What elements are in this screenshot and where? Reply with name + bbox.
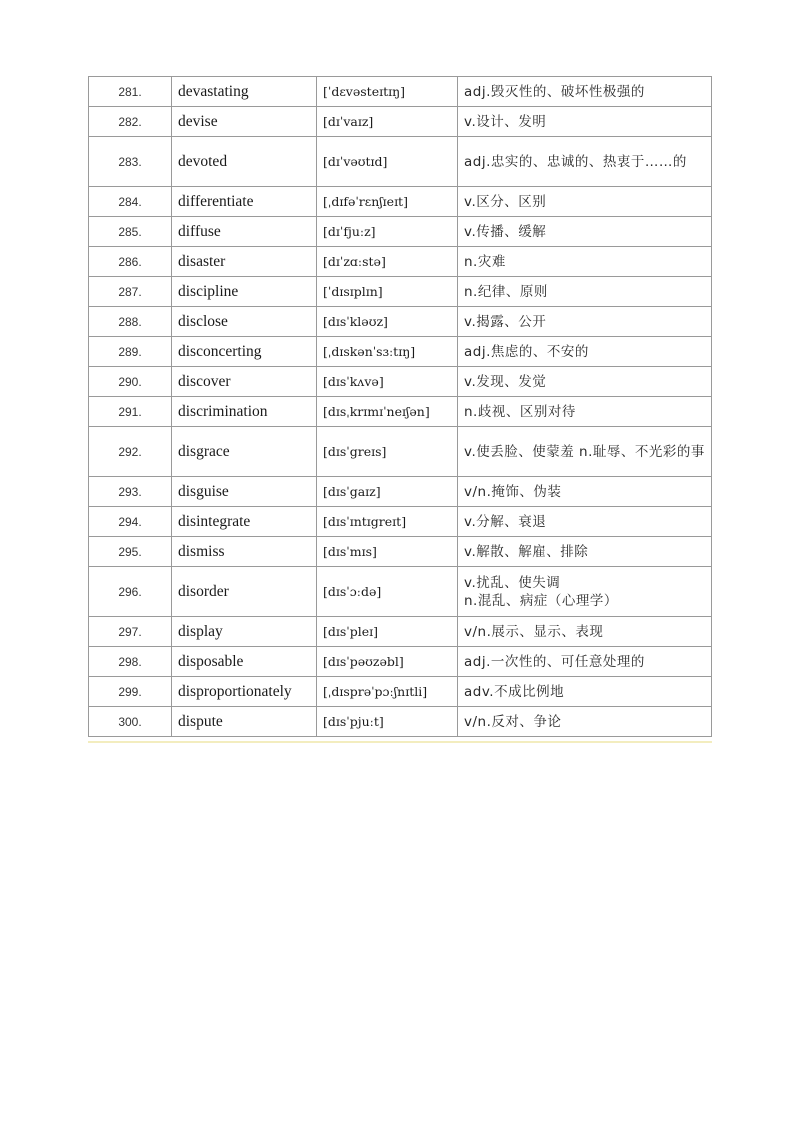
entry-number: 297. <box>89 617 172 647</box>
table-row <box>89 367 712 397</box>
entry-meaning: v.分解、衰退 <box>458 507 712 537</box>
entry-word: devastating <box>172 77 317 107</box>
entry-number: 287. <box>89 277 172 307</box>
entry-number: 285. <box>89 217 172 247</box>
entry-pronunciation: [dɪˈzɑːstə] <box>317 247 458 277</box>
entry-word: diffuse <box>172 217 317 247</box>
entry-word: display <box>172 617 317 647</box>
table-row <box>89 507 712 537</box>
entry-pronunciation: [dɪsˈgaɪz] <box>317 477 458 507</box>
entry-pronunciation: [dɪsˈkləʊz] <box>317 307 458 337</box>
entry-word: discover <box>172 367 317 397</box>
entry-pronunciation: [dɪˈvaɪz] <box>317 107 458 137</box>
entry-number: 295. <box>89 537 172 567</box>
entry-meaning: n.灾难 <box>458 247 712 277</box>
table-row <box>89 617 712 647</box>
vocabulary-table <box>88 76 712 737</box>
table-row <box>89 217 712 247</box>
entry-pronunciation: [dɪsˌkrɪmɪˈneɪʃən] <box>317 397 458 427</box>
entry-number: 289. <box>89 337 172 367</box>
entry-word: disposable <box>172 647 317 677</box>
entry-number: 298. <box>89 647 172 677</box>
table-row <box>89 397 712 427</box>
entry-word: disclose <box>172 307 317 337</box>
entry-meaning: adj.一次性的、可任意处理的 <box>458 647 712 677</box>
entry-meaning: adv.不成比例地 <box>458 677 712 707</box>
table-row <box>89 337 712 367</box>
entry-pronunciation: [ˌdɪfəˈrɛnʃɪeɪt] <box>317 187 458 217</box>
entry-number: 299. <box>89 677 172 707</box>
entry-number: 284. <box>89 187 172 217</box>
entry-meaning: v.传播、缓解 <box>458 217 712 247</box>
entry-meaning: n.歧视、区别对待 <box>458 397 712 427</box>
entry-word: disorder <box>172 567 317 617</box>
entry-pronunciation: [dɪsˈɔːdə] <box>317 567 458 617</box>
entry-word: differentiate <box>172 187 317 217</box>
entry-word: devoted <box>172 137 317 187</box>
table-row <box>89 77 712 107</box>
entry-pronunciation: [dɪsˈɪntɪgreɪt] <box>317 507 458 537</box>
table-row <box>89 107 712 137</box>
entry-pronunciation: [dɪsˈpjuːt] <box>317 707 458 737</box>
entry-meaning: adj.焦虑的、不安的 <box>458 337 712 367</box>
entry-word: disintegrate <box>172 507 317 537</box>
entry-number: 286. <box>89 247 172 277</box>
entry-pronunciation: [ˈdɪsɪplɪn] <box>317 277 458 307</box>
table-row <box>89 247 712 277</box>
table-row <box>89 567 712 617</box>
entry-pronunciation: [ˈdɛvəsteɪtɪŋ] <box>317 77 458 107</box>
entry-meaning: adj.毁灭性的、破坏性极强的 <box>458 77 712 107</box>
entry-word: devise <box>172 107 317 137</box>
entry-word: disgrace <box>172 427 317 477</box>
entry-word: discrimination <box>172 397 317 427</box>
table-row <box>89 187 712 217</box>
entry-meaning: v.发现、发觉 <box>458 367 712 397</box>
entry-pronunciation: [dɪsˈmɪs] <box>317 537 458 567</box>
entry-number: 282. <box>89 107 172 137</box>
entry-meaning: v/n.掩饰、伪装 <box>458 477 712 507</box>
entry-number: 296. <box>89 567 172 617</box>
entry-number: 300. <box>89 707 172 737</box>
entry-meaning-line: v.扰乱、使失调 <box>464 574 561 591</box>
entry-pronunciation: [dɪsˈkʌvə] <box>317 367 458 397</box>
entry-meaning-line: n.混乱、病症（心理学） <box>464 592 618 609</box>
table-row <box>89 137 712 187</box>
entry-meaning: v.揭露、公开 <box>458 307 712 337</box>
entry-number: 291. <box>89 397 172 427</box>
entry-number: 294. <box>89 507 172 537</box>
entry-number: 288. <box>89 307 172 337</box>
table-row <box>89 537 712 567</box>
entry-word: dismiss <box>172 537 317 567</box>
entry-pronunciation: [dɪsˈpəʊzəbl] <box>317 647 458 677</box>
table-row <box>89 427 712 477</box>
entry-number: 283. <box>89 137 172 187</box>
table-row <box>89 307 712 337</box>
entry-pronunciation: [dɪˈfjuːz] <box>317 217 458 247</box>
entry-word: disaster <box>172 247 317 277</box>
entry-meaning: v/n.展示、显示、表现 <box>458 617 712 647</box>
entry-word: disconcerting <box>172 337 317 367</box>
entry-meaning: v.使丢脸、使蒙羞 n.耻辱、不光彩的事 <box>458 427 712 477</box>
entry-number: 292. <box>89 427 172 477</box>
entry-word: discipline <box>172 277 317 307</box>
entry-pronunciation: [dɪˈvəʊtɪd] <box>317 137 458 187</box>
entry-number: 293. <box>89 477 172 507</box>
table-row <box>89 707 712 737</box>
entry-meaning: v.解散、解雇、排除 <box>458 537 712 567</box>
entry-meaning: v.设计、发明 <box>458 107 712 137</box>
entry-pronunciation: [ˌdɪsprəˈpɔːʃnɪtli] <box>317 677 458 707</box>
entry-number: 281. <box>89 77 172 107</box>
entry-pronunciation: [dɪsˈpleɪ] <box>317 617 458 647</box>
entry-word: disproportionately <box>172 677 317 707</box>
entry-pronunciation: [dɪsˈgreɪs] <box>317 427 458 477</box>
entry-meaning <box>458 567 712 617</box>
table-row <box>89 477 712 507</box>
entry-meaning: n.纪律、原则 <box>458 277 712 307</box>
entry-meaning: adj.忠实的、忠诚的、热衷于……的 <box>458 137 712 187</box>
entry-number: 290. <box>89 367 172 397</box>
table-bottom-highlight <box>88 741 712 743</box>
table-row <box>89 677 712 707</box>
entry-meaning: v.区分、区别 <box>458 187 712 217</box>
entry-word: disguise <box>172 477 317 507</box>
table-row <box>89 277 712 307</box>
entry-pronunciation: [ˌdɪskənˈsɜːtɪŋ] <box>317 337 458 367</box>
entry-word: dispute <box>172 707 317 737</box>
vocabulary-table-body <box>89 77 712 737</box>
table-row <box>89 647 712 677</box>
entry-meaning: v/n.反对、争论 <box>458 707 712 737</box>
